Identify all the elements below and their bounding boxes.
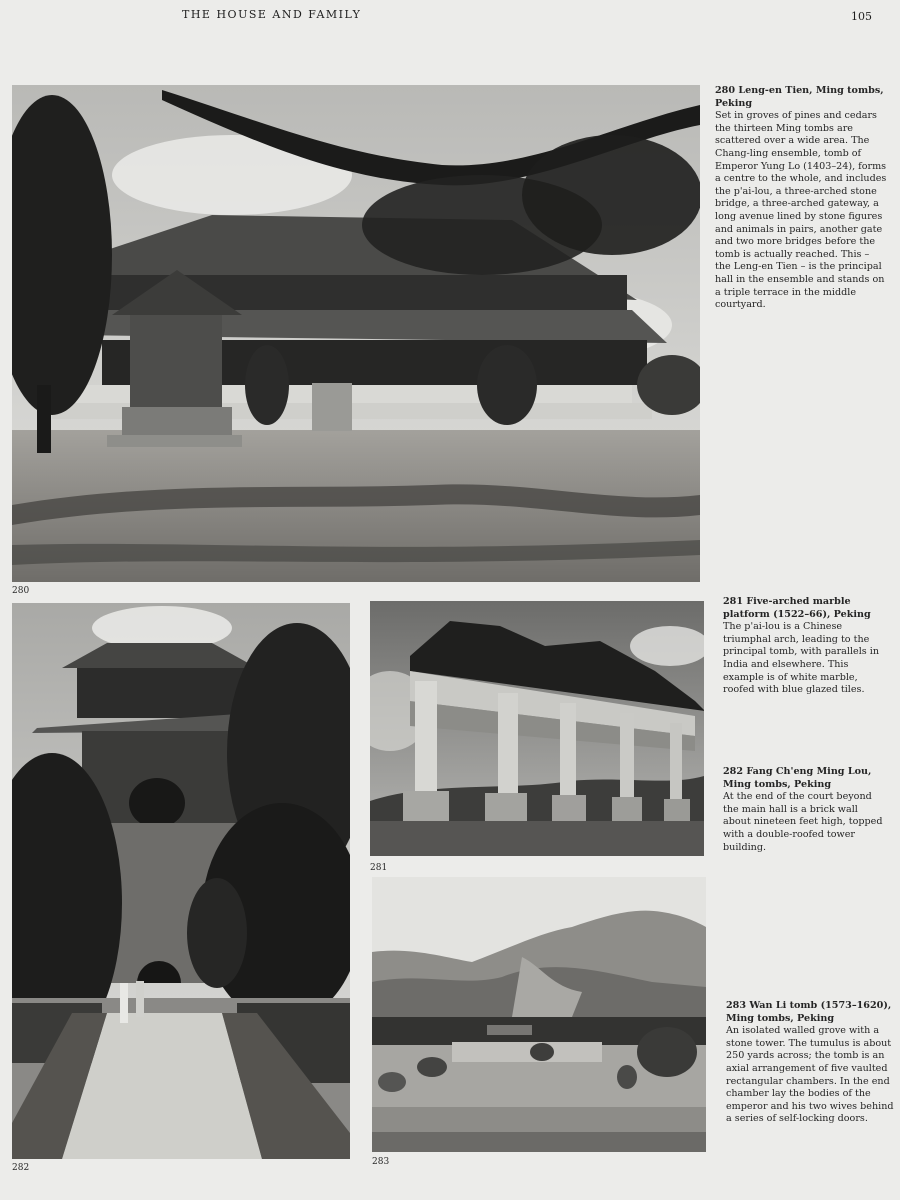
page-number: 105 xyxy=(851,10,872,23)
caption-281-title: 281 Five-arched marble platform (1522–66), Peking xyxy=(723,596,871,620)
caption-282-body: At the end of the court beyond the main hall is a brick wall about nineteen feet high, topped with a double-roofed tower building. xyxy=(723,791,883,853)
caption-280 xyxy=(715,85,887,312)
caption-282-title: 282 Fang Ch'eng Ming Lou, Ming tombs, Peking xyxy=(723,766,872,790)
photo-280-leng-en-tien xyxy=(12,85,700,582)
caption-283-body: An isolated walled grove with a stone tower. The tumulus is about 250 yards across; the tomb is an axial arrangement of five vaulted rectangular chambers. In the end chamber lay the bodies of the emperor and his two wives behind a series of self-locking doors. xyxy=(726,1025,894,1125)
caption-280-body: Set in groves of pines and cedars the thirteen Ming tombs are scattered over a wide area. The Chang-ling ensemble, tomb of Emperor Yung Lo (1403–24), forms a centre to the whole, and includes the p'ai-lou, a three-arched stone bridge, a three-arched gateway, a long avenue lined by stone figures and animals in pairs, another gate and two more bridges before the tomb is actually reached. This – the Leng-en Tien – is the principal hall in the ensemble and stands on a triple terrace in the middle courtyard. xyxy=(715,110,887,311)
photo-281-marble-paifang xyxy=(370,601,704,856)
caption-280-title: 280 Leng-en Tien, Ming tombs, Peking xyxy=(715,85,884,109)
caption-281-body: The p'ai-lou is a Chinese triumphal arch, leading to the principal tomb, with parallels in India and elsewhere. This example is of white marble, roofed with blue glazed tiles. xyxy=(723,621,879,696)
caption-283 xyxy=(726,1000,894,1126)
caption-282 xyxy=(723,766,883,854)
plate-number-283: 283 xyxy=(372,1157,390,1167)
caption-283-title: 283 Wan Li tomb (1573–1620), Ming tombs, Peking xyxy=(726,1000,892,1024)
plate-number-282: 282 xyxy=(12,1163,30,1173)
photo-283-wan-li-tomb xyxy=(372,877,706,1152)
plate-number-280: 280 xyxy=(12,586,30,596)
plate-number-281: 281 xyxy=(370,863,388,873)
caption-281 xyxy=(723,596,883,697)
photo-282-fang-cheng-ming-lou xyxy=(12,603,350,1159)
running-head: THE HOUSE AND FAMILY xyxy=(182,8,362,21)
